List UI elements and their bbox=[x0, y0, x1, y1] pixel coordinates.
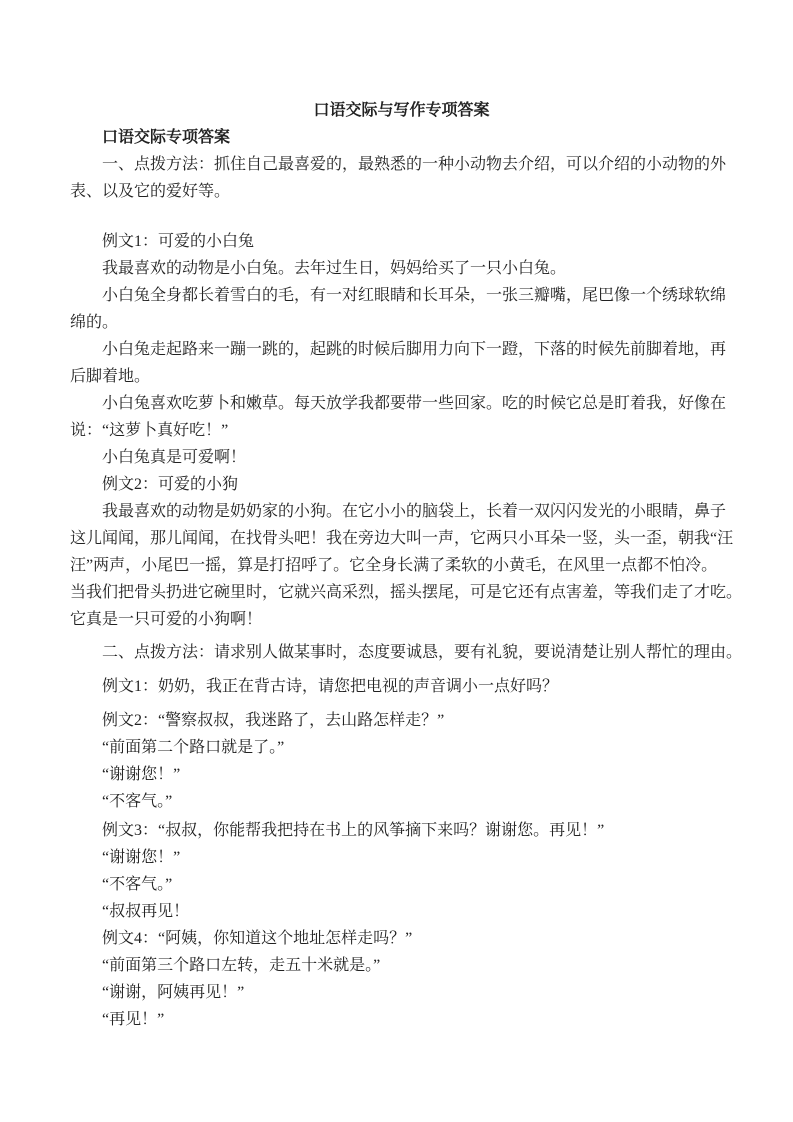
dialog-line: “谢谢，阿姨再见！” bbox=[102, 984, 245, 1001]
paragraph-line: 绵的。 bbox=[70, 314, 119, 331]
paragraph-line: 小白兔喜欢吃萝卜和嫩草。每天放学我都要带一些回家。吃的时候它总是盯着我，好像在 bbox=[102, 395, 727, 412]
dialog-line: “不客气。” bbox=[102, 876, 173, 893]
dialog-line: “再见！” bbox=[102, 1011, 165, 1028]
paragraph-line: 它真是一只可爱的小狗啊！ bbox=[70, 611, 263, 628]
paragraph-line: 我最喜欢的动物是小白兔。去年过生日，妈妈给买了一只小白兔。 bbox=[102, 260, 567, 277]
method-note-line: 二、点拨方法：请求别人做某事时，态度要诚恳，要有礼貌，要说清楚让别人帮忙的理由。 bbox=[102, 644, 743, 661]
section-heading: 口语交际专项答案 bbox=[102, 129, 231, 146]
paragraph-line: 小白兔真是可爱啊！ bbox=[102, 449, 247, 466]
paragraph-line: 当我们把骨头扔进它碗里时，它就兴高采烈，摇头摆尾，可是它还有点害羞，等我们走了才吃。 bbox=[70, 584, 743, 601]
example-title-line: 例文1：奶奶，我正在背古诗，请您把电视的声音调小一点好吗？ bbox=[102, 678, 559, 695]
paragraph-line: 汪”两声，小尾巴一摇，算是打招呼了。它全身长满了柔软的小黄毛，在风里一点都不怕冷。 bbox=[70, 557, 718, 574]
paragraph-line: 后脚着地。 bbox=[70, 368, 151, 385]
method-note-line: 一、点拨方法：抓住自己最喜爱的，最熟悉的一种小动物去介绍，可以介绍的小动物的外 bbox=[102, 156, 727, 173]
paragraph-line: 我最喜欢的动物是奶奶家的小狗。在它小小的脑袋上，长着一双闪闪发光的小眼睛，鼻子 bbox=[102, 503, 727, 520]
paragraph-line: 这儿闻闻，那儿闻闻，在找骨头吧！我在旁边大叫一声，它两只小耳朵一竖，头一歪，朝我“汪 bbox=[70, 530, 734, 547]
example-title-line: 例文2：“警察叔叔，我迷路了，去山路怎样走？” bbox=[102, 712, 445, 729]
example-title-line: 例文3：“叔叔，你能帮我把持在书上的风筝摘下来吗？谢谢您。再见！” bbox=[102, 822, 605, 839]
paragraph-line: 小白兔走起路来一蹦一跳的，起跳的时候后脚用力向下一蹬，下落的时候先前脚着地，再 bbox=[102, 341, 727, 358]
document-body bbox=[70, 124, 743, 1033]
example-title-line: 例文1：可爱的小白兔 bbox=[102, 233, 255, 250]
dialog-line: “不客气。” bbox=[102, 793, 173, 810]
dialog-line: “叔叔再见！ bbox=[102, 903, 190, 920]
example-title-line: 例文2：可爱的小狗 bbox=[102, 476, 239, 493]
page-title: 口语交际与写作专项答案 bbox=[313, 102, 490, 119]
dialog-line: “谢谢您！” bbox=[102, 766, 181, 783]
dialog-line: “谢谢您！” bbox=[102, 849, 181, 866]
dialog-line: “前面第三个路口左转，走五十米就是。” bbox=[102, 957, 381, 974]
paragraph-line: 小白兔全身都长着雪白的毛，有一对红眼睛和长耳朵，一张三瓣嘴，尾巴像一个绣球软绵 bbox=[102, 287, 727, 304]
method-note-line: 表、以及它的爱好等。 bbox=[70, 183, 231, 200]
paragraph-line: 说：“这萝卜真好吃！” bbox=[70, 422, 229, 439]
example-title-line: 例文4：“阿姨，你知道这个地址怎样走吗？” bbox=[102, 930, 413, 947]
dialog-line: “前面第二个路口就是了。” bbox=[102, 739, 285, 756]
